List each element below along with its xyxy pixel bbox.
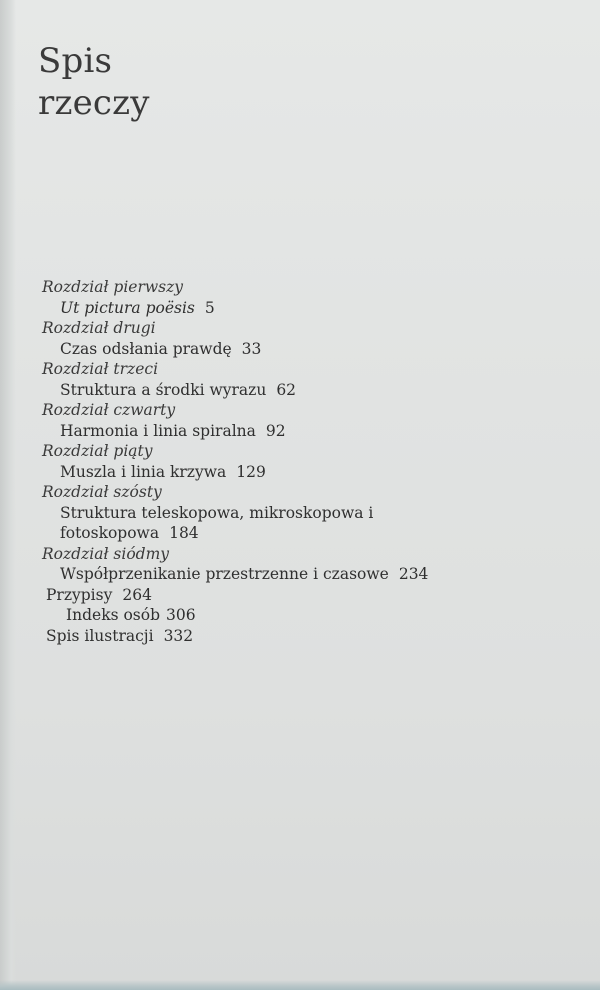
toc-entry xyxy=(42,380,428,401)
entry-page: 5 xyxy=(204,298,215,317)
entry-title: Indeks osób xyxy=(66,606,161,624)
entry-title-line-1: Struktura teleskopowa, mikroskopowa i xyxy=(60,503,374,522)
chapter-label: Rozdział drugi xyxy=(42,319,156,337)
toc-entry-continuation xyxy=(42,523,428,544)
page-title xyxy=(38,40,150,124)
entry-title: Ut pictura poësis xyxy=(60,298,195,317)
chapter-label: Rozdział pierwszy xyxy=(42,278,184,296)
entry-page: 92 xyxy=(265,421,286,440)
chapter-label: Rozdział trzeci xyxy=(42,360,159,378)
toc-entry-index xyxy=(42,605,428,626)
toc-entry xyxy=(42,421,428,442)
toc-entry xyxy=(42,564,428,585)
title-line-2: rzeczy xyxy=(38,83,150,123)
entry-title: Czas odsłania prawdę xyxy=(60,339,232,358)
toc-entry xyxy=(42,503,428,524)
entry-title: Harmonia i linia spiralna xyxy=(60,421,256,440)
title-line-1: Spis xyxy=(38,41,113,81)
entry-page: 332 xyxy=(163,626,194,645)
page-bottom-edge xyxy=(0,980,600,990)
table-of-contents xyxy=(42,277,428,646)
toc-entry xyxy=(42,298,428,319)
entry-page: 129 xyxy=(236,462,266,481)
entry-page: 306 xyxy=(166,606,196,624)
chapter-label: Rozdział piąty xyxy=(42,442,153,460)
toc-entry xyxy=(42,462,428,483)
entry-title: Współprzenikanie przestrzenne i czasowe xyxy=(60,565,389,583)
entry-title: Spis ilustracji xyxy=(46,626,154,645)
entry-page: 184 xyxy=(169,524,199,542)
toc-entry xyxy=(42,339,428,360)
chapter-label: Rozdział szósty xyxy=(42,483,162,501)
entry-page: 62 xyxy=(276,380,297,399)
toc-entry-illustrations xyxy=(42,626,428,647)
entry-page: 264 xyxy=(122,585,152,604)
entry-page: 33 xyxy=(241,339,262,358)
entry-page: 234 xyxy=(398,565,429,583)
entry-title: Muszla i linia krzywa xyxy=(60,462,227,481)
entry-title: Struktura a środki wyrazu xyxy=(60,380,267,399)
chapter-label: Rozdział czwarty xyxy=(42,401,176,419)
toc-entry-notes xyxy=(42,585,428,606)
entry-title: Przypisy xyxy=(46,585,113,604)
page-binding-shadow xyxy=(0,0,16,990)
entry-title-line-2: fotoskopowa xyxy=(60,524,160,542)
chapter-label: Rozdział siódmy xyxy=(42,544,170,563)
